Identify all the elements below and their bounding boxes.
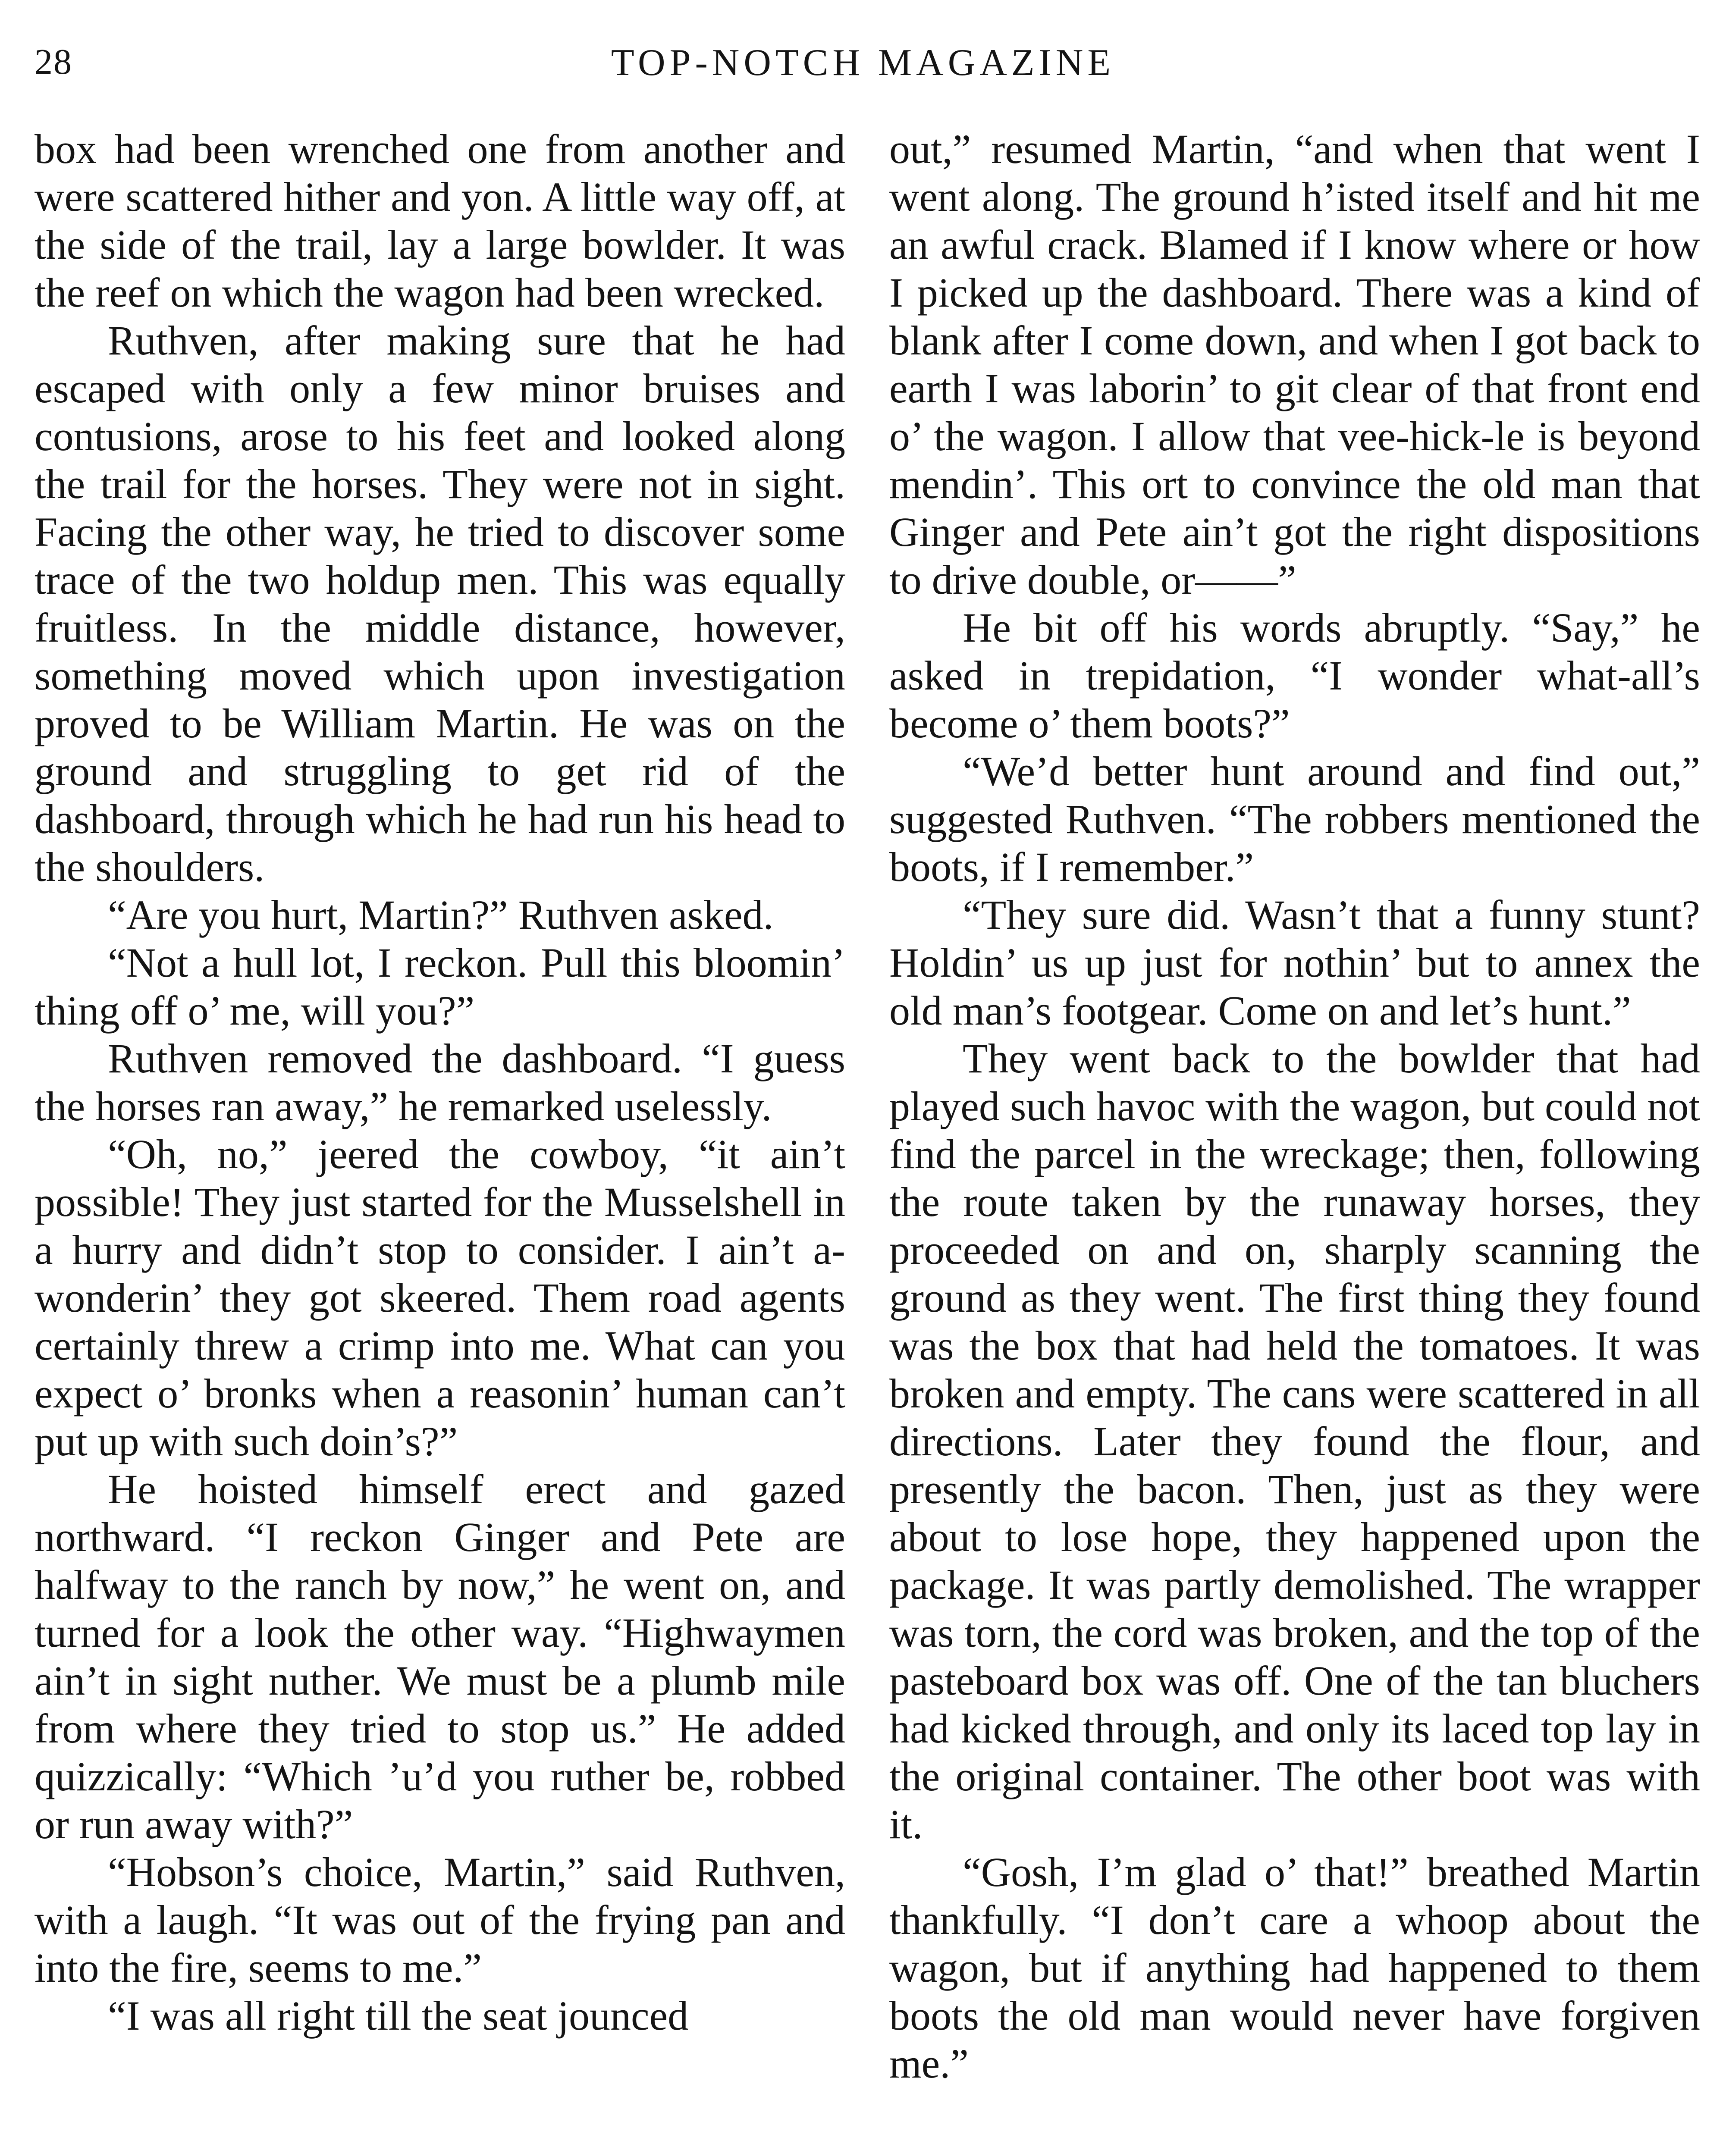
page-header xyxy=(35,41,1691,88)
paragraph: “Are you hurt, Martin?” Ruthven asked. xyxy=(108,892,774,938)
left-column xyxy=(35,125,845,2040)
paragraph: out,” resumed Martin, “and when that went I went along. The ground h’isted itself and hit me an awful crack. Blamed if I know where or how I picked up the dashboard. There was a kind of blank after I come down, and when I got back to earth I was laborin’ to git clear of that front end o’ the wagon. I allow that vee-hick-le is beyond mendin’. This ort to convince the old man that Ginger and Pete ain’t got the right dispositions to drive double, or——” xyxy=(889,126,1700,603)
paragraph: Ruthven, after making sure that he had escaped with only a few minor bruises and contusions, arose to his feet and looked along the trail for the horses. They were not in sight. Facing the other way, he tried to discover some trace of the two holdup men. This was equally fruitless. In the middle distance, however, something moved which upon investigation proved to be William Martin. He was on the ground and struggling to get rid of the dashboard, through which he had run his head to the shoulders. xyxy=(35,317,845,890)
right-column xyxy=(889,125,1700,2087)
paragraph: “Hobson’s choice, Martin,” said Ruthven, with a laugh. “It was out of the frying pan and into the fire, seems to me.” xyxy=(35,1849,845,1991)
paragraph: “Not a hull lot, I reckon. Pull this bloomin’ thing off o’ me, will you?” xyxy=(35,940,845,1034)
paragraph: box had been wrenched one from another and were scattered hither and yon. A little way off, at the side of the trail, lay a large bowlder. It was the reef on which the wagon had been wrecked. xyxy=(35,126,845,316)
running-title: TOP-NOTCH MAGAZINE xyxy=(611,42,1115,84)
paragraph: “I was all right till the seat jounced xyxy=(108,1993,689,2039)
paragraph: “We’d better hunt around and find out,” suggested Ruthven. “The robbers mentioned the boots, if I remember.” xyxy=(889,748,1700,890)
paragraph: “They sure did. Wasn’t that a funny stunt? Holdin’ us up just for nothin’ but to annex the old man’s footgear. Come on and let’s hunt.” xyxy=(889,892,1700,1034)
paragraph: “Oh, no,” jeered the cowboy, “it ain’t possible! They just started for the Musselshell in a hurry and didn’t stop to consider. I ain’t a-wonderin’ they got skeered. Them road agents certainly threw a crimp into me. What can you expect o’ bronks when a reasonin’ human can’t put up with such doin’s?” xyxy=(35,1131,845,1464)
page-number: 28 xyxy=(35,42,72,82)
paragraph: Ruthven removed the dashboard. “I guess the horses ran away,” he remarked uselessly. xyxy=(35,1035,845,1129)
paragraph: They went back to the bowlder that had played such havoc with the wagon, but could not find the parcel in the wreckage; then, following the route taken by the runaway horses, they proceeded on and on, sharply scanning the ground as they went. The first thing they found was the box that had held the tomatoes. It was broken and empty. The cans were scattered in all directions. Later they found the flour, and presently the bacon. Then, just as they were about to lose hope, they happened upon the package. It was partly demolished. The wrapper was torn, the cord was broken, and the top of the pasteboard box was off. One of the tan bluchers had kicked through, and only its laced top lay in the original container. The other boot was with it. xyxy=(889,1035,1700,1847)
paragraph: He hoisted himself erect and gazed northward. “I reckon Ginger and Pete are halfway to the ranch by now,” he went on, and turned for a look the other way. “Highwaymen ain’t in sight nuther. We must be a plumb mile from where they tried to stop us.” He added quizzically: “Which ’u’d you ruther be, robbed or run away with?” xyxy=(35,1466,845,1847)
paragraph: He bit off his words abruptly. “Say,” he asked in trepidation, “I wonder what-all’s become o’ them boots?” xyxy=(889,605,1700,746)
paragraph: “Gosh, I’m glad o’ that!” breathed Martin thankfully. “I don’t care a whoop about the wagon, but if anything had happened to them boots the old man would never have forgiven me.” xyxy=(889,1849,1700,2087)
